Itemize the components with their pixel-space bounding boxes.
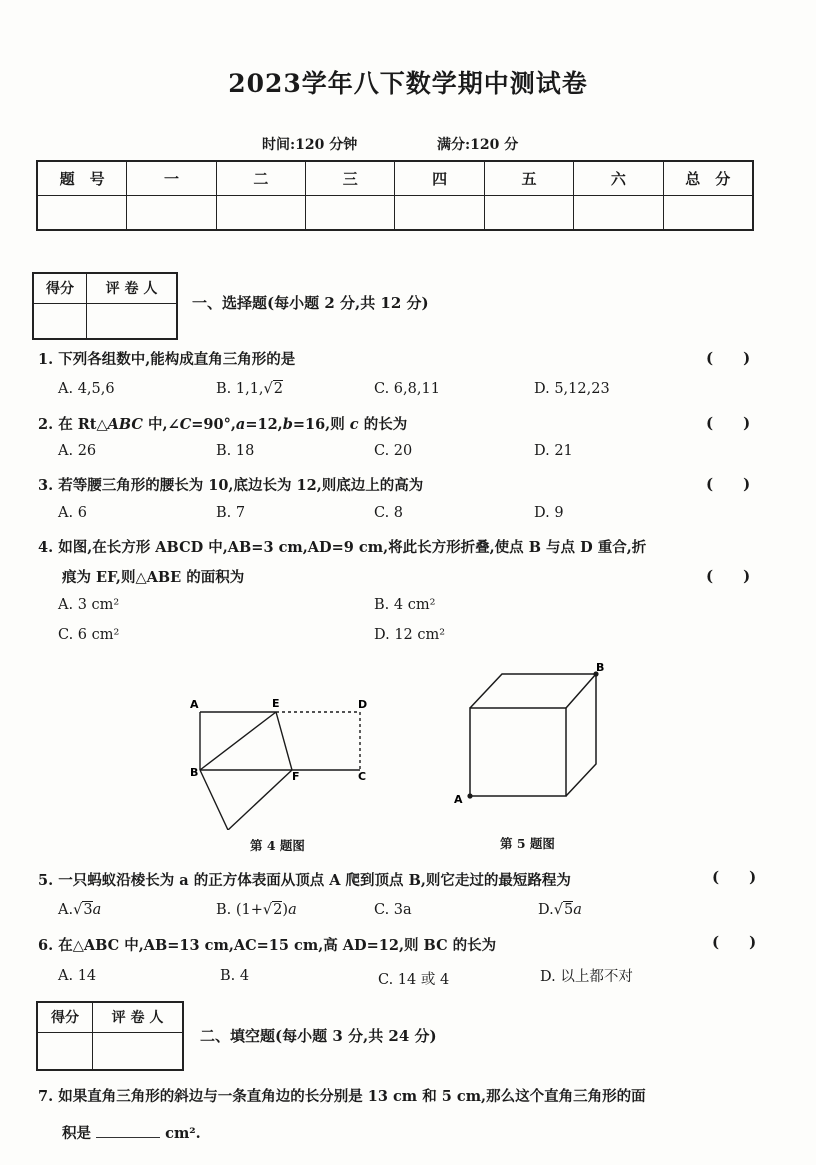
- option-text: B. (1+: [216, 902, 263, 918]
- score-cell[interactable]: [306, 196, 395, 231]
- stem-part: b: [282, 416, 293, 433]
- answer-blank-7[interactable]: [96, 1137, 160, 1138]
- score-table-header: 三: [306, 161, 395, 196]
- option-1c[interactable]: C. 6,8,11: [374, 381, 440, 397]
- point-a: [467, 793, 472, 798]
- question-stem: 在△ABC 中,AB=13 cm,AC=15 cm,高 AD=12,则 BC 的长为: [58, 937, 497, 954]
- stem-part: 的长为: [358, 416, 408, 433]
- grader-box-2: [36, 1001, 184, 1071]
- question-stem: 若等腰三角形的腰长为 10,底边长为 12,则底边上的高为: [58, 477, 424, 494]
- score-table-header: 四: [395, 161, 484, 196]
- option-6b[interactable]: B. 4: [220, 968, 250, 984]
- cube-top-face: [470, 674, 596, 708]
- option-5c[interactable]: C. 3a: [374, 902, 412, 918]
- question-number: 1.: [38, 351, 54, 368]
- option-3d[interactable]: D. 9: [534, 505, 564, 521]
- stem-part: a: [235, 416, 246, 433]
- option-1d[interactable]: D. 5,12,23: [534, 381, 610, 397]
- question-3: [38, 474, 423, 495]
- sqrt-radicand: 5: [563, 902, 574, 918]
- stem-part: =12,: [245, 416, 283, 433]
- option-2d[interactable]: D. 21: [534, 443, 573, 459]
- sqrt-symbol: √: [553, 902, 563, 918]
- figure-4-caption: 第 4 题图: [250, 838, 305, 853]
- score-table-header: 二: [216, 161, 305, 196]
- option-6c[interactable]: C. 14 或 4: [378, 972, 450, 988]
- option-2a[interactable]: A. 26: [58, 443, 97, 459]
- grader-score-cell[interactable]: [37, 1032, 93, 1070]
- question-stem: 一只蚂蚁沿棱长为 a 的正方体表面从顶点 A 爬到顶点 B,则它走过的最短路程为: [58, 872, 571, 889]
- score-cell[interactable]: [395, 196, 484, 231]
- question-number: 5.: [38, 872, 54, 889]
- stem-part: cm².: [165, 1125, 201, 1142]
- grader-name-cell[interactable]: [93, 1032, 184, 1070]
- answer-paren-1[interactable]: ( ): [706, 349, 751, 367]
- question-stem: 下列各组数中,能构成直角三角形的是: [58, 351, 296, 368]
- option-5d[interactable]: [538, 902, 582, 918]
- answer-paren-6[interactable]: ( ): [712, 933, 757, 951]
- figure-4-diagram: [180, 690, 390, 830]
- answer-paren-2[interactable]: ( ): [706, 414, 751, 432]
- stem-part: 积是: [62, 1125, 91, 1142]
- answer-paren-4[interactable]: ( ): [706, 567, 751, 585]
- grader-name-label: 评 卷 人: [93, 1002, 184, 1032]
- sqrt-radicand: 2: [273, 902, 283, 918]
- label-b: B: [596, 661, 605, 674]
- score-cell[interactable]: [127, 196, 216, 231]
- option-1a[interactable]: A. 4,5,6: [58, 381, 115, 397]
- score-table-header: 一: [127, 161, 216, 196]
- segment-ef: [276, 712, 292, 770]
- score-table-header: 题 号: [37, 161, 127, 196]
- question-number: 7.: [38, 1088, 54, 1105]
- score-table-header: 五: [484, 161, 573, 196]
- stem-part: =90°,: [191, 416, 236, 433]
- option-3c[interactable]: C. 8: [374, 505, 404, 521]
- question-number: 6.: [38, 937, 54, 954]
- grader-score-cell[interactable]: [33, 303, 87, 339]
- label-c: C: [358, 770, 367, 783]
- section-1-heading: 一、选择题(每小题 2 分,共 12 分): [192, 294, 429, 312]
- stem-part: c: [349, 416, 359, 433]
- stem-part: 在 Rt△: [58, 416, 108, 433]
- stem-part: =16,则: [292, 416, 350, 433]
- sqrt-symbol: √: [263, 381, 273, 397]
- label-e: E: [272, 697, 280, 710]
- question-7-line-2: [62, 1122, 201, 1143]
- segment-be: [200, 712, 276, 770]
- variable-a: a: [573, 902, 582, 918]
- sqrt-symbol: √: [73, 902, 83, 918]
- question-4-line-1: [38, 536, 646, 557]
- option-4d[interactable]: D. 12 cm²: [374, 627, 446, 643]
- question-number: 3.: [38, 477, 54, 494]
- option-6d[interactable]: D. 以上都不对: [540, 969, 633, 985]
- score-table-header: 六: [574, 161, 663, 196]
- grader-score-label: 得分: [33, 273, 87, 303]
- variable-a: a: [288, 902, 297, 918]
- grader-name-label: 评 卷 人: [87, 273, 178, 303]
- variable-a: a: [92, 902, 102, 918]
- question-stem: 如果直角三角形的斜边与一条直角边的长分别是 13 cm 和 5 cm,那么这个直角三角形的面: [58, 1088, 646, 1105]
- grader-box-1: [32, 272, 178, 340]
- exam-full-score: 满分:120 分: [437, 137, 519, 153]
- option-text: B. 1,1,: [216, 381, 264, 397]
- stem-part: 中,∠: [142, 416, 180, 433]
- label-a: A: [454, 793, 463, 806]
- score-table-blank-row: [37, 196, 753, 231]
- option-5b[interactable]: [216, 902, 297, 918]
- option-text: D.: [538, 902, 554, 918]
- section-2-heading: 二、填空题(每小题 3 分,共 24 分): [200, 1027, 437, 1045]
- option-3b[interactable]: B. 7: [216, 505, 246, 521]
- label-d: D: [358, 698, 368, 711]
- score-table: [36, 160, 754, 231]
- score-cell[interactable]: [574, 196, 663, 231]
- label-a: A: [190, 698, 199, 711]
- segment-bg: [200, 770, 228, 830]
- cube-right-face: [566, 674, 596, 796]
- exam-time: 时间:120 分钟: [262, 137, 358, 153]
- answer-paren-3[interactable]: ( ): [706, 475, 751, 493]
- grader-name-cell[interactable]: [87, 303, 178, 339]
- option-4a[interactable]: A. 3 cm²: [58, 597, 120, 613]
- cube-front-face: [470, 708, 566, 796]
- question-1: [38, 348, 295, 369]
- score-cell[interactable]: [216, 196, 305, 231]
- option-4c[interactable]: C. 6 cm²: [58, 627, 120, 643]
- score-table-header-row: [37, 161, 753, 196]
- question-number: 2.: [38, 416, 54, 433]
- segment-gf: [228, 770, 292, 830]
- stem-part: C: [179, 416, 192, 433]
- grader-score-label: 得分: [37, 1002, 93, 1032]
- answer-paren-5[interactable]: ( ): [712, 868, 757, 886]
- score-cell[interactable]: [663, 196, 753, 231]
- option-2c[interactable]: C. 20: [374, 443, 413, 459]
- option-1b[interactable]: [216, 381, 283, 397]
- score-cell[interactable]: [37, 196, 127, 231]
- question-2: [38, 413, 407, 434]
- page-title: 2023学年八下数学期中测试卷: [228, 69, 588, 98]
- sqrt-radicand: 3: [83, 902, 93, 918]
- option-5a[interactable]: [58, 902, 101, 918]
- option-3a[interactable]: A. 6: [58, 505, 87, 521]
- question-number: 4.: [38, 539, 54, 556]
- option-text: A.: [58, 902, 74, 918]
- figure-5-cube: [450, 660, 620, 810]
- question-4-line-2: 痕为 EF,则△ABE 的面积为: [62, 569, 245, 586]
- label-f: F: [292, 770, 300, 783]
- option-6a[interactable]: A. 14: [58, 968, 97, 984]
- stem-part: ABC: [107, 416, 143, 433]
- figure-5-caption: 第 5 题图: [500, 836, 555, 851]
- option-4b[interactable]: B. 4 cm²: [374, 597, 436, 613]
- question-7-line-1: [38, 1085, 646, 1106]
- question-5: [38, 869, 571, 890]
- score-table-header: 总 分: [663, 161, 753, 196]
- label-b: B: [190, 766, 199, 779]
- sqrt-radicand: 2: [273, 381, 284, 397]
- sqrt-symbol: √: [262, 902, 273, 918]
- score-cell[interactable]: [484, 196, 573, 231]
- question-6: [38, 934, 496, 955]
- question-stem: 如图,在长方形 ABCD 中,AB=3 cm,AD=9 cm,将此长方形折叠,使点 B 与点 D 重合,折: [58, 539, 647, 556]
- close-paren: ): [282, 902, 289, 918]
- option-2b[interactable]: B. 18: [216, 443, 255, 459]
- folded-part: [276, 712, 360, 770]
